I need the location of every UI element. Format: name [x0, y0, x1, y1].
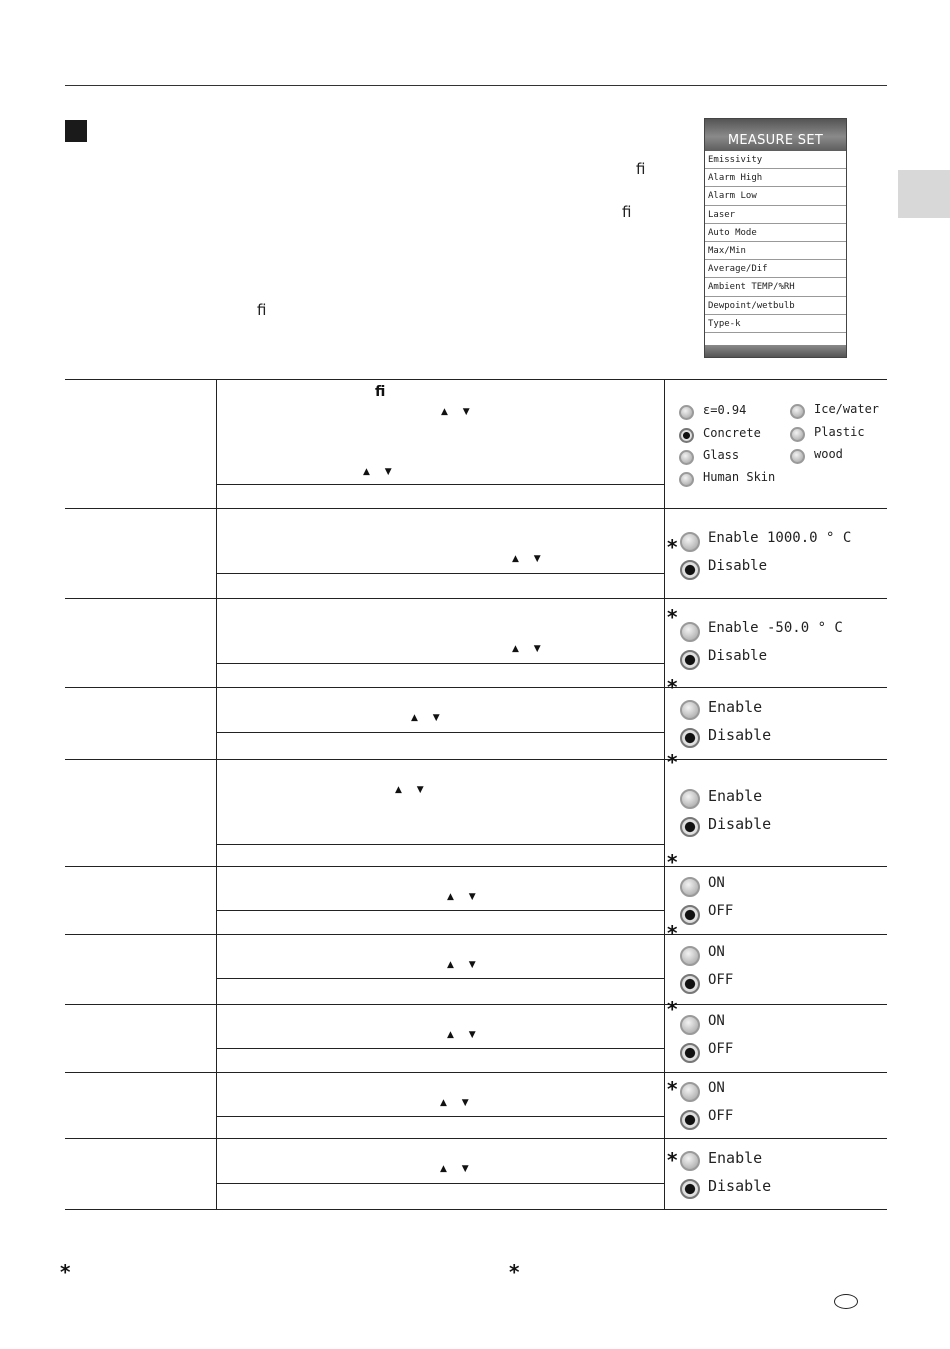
- option-label: Enable: [708, 698, 763, 716]
- radio-unselected-icon[interactable]: [790, 449, 805, 464]
- up-down-arrow-icon: ▲ ▼: [447, 1030, 482, 1040]
- up-down-arrow-icon: ▲ ▼: [512, 554, 547, 564]
- table-row: [65, 1138, 887, 1209]
- ligature-mark: ﬁ: [375, 384, 386, 400]
- radio-unselected-icon[interactable]: [680, 532, 700, 552]
- row-inner-rule: [216, 1116, 664, 1117]
- table-row: [65, 598, 887, 687]
- up-down-arrow-icon: ▲ ▼: [395, 785, 430, 795]
- option-label: ON: [708, 944, 725, 960]
- menu-item-alarm-low: Alarm Low: [705, 187, 846, 205]
- table-bottom-rule: [65, 1209, 887, 1210]
- default-star-mark: *: [667, 1077, 678, 1101]
- option-label: ON: [708, 1013, 725, 1029]
- radio-unselected-icon[interactable]: [680, 622, 700, 642]
- up-down-arrow-icon: ▲ ▼: [447, 960, 482, 970]
- radio-selected-icon[interactable]: [679, 428, 694, 443]
- section-marker: [65, 120, 87, 142]
- option-label: wood: [814, 447, 843, 461]
- settings-table: [65, 379, 887, 1209]
- radio-unselected-icon[interactable]: [679, 405, 694, 420]
- language-badge: [834, 1294, 858, 1309]
- radio-option[interactable]: [790, 425, 888, 449]
- radio-option[interactable]: [680, 815, 886, 839]
- radio-selected-icon[interactable]: [680, 1110, 700, 1130]
- radio-unselected-icon[interactable]: [680, 1151, 700, 1171]
- option-label: OFF: [708, 1108, 734, 1124]
- option-label: OFF: [708, 903, 734, 919]
- radio-selected-icon[interactable]: [680, 905, 700, 925]
- radio-option[interactable]: [680, 1041, 886, 1065]
- option-label: Disable: [708, 815, 772, 833]
- screen-title: MEASURE SET: [705, 119, 846, 151]
- radio-unselected-icon[interactable]: [679, 472, 694, 487]
- measure-set-screen: [704, 118, 847, 358]
- default-star-mark: *: [667, 535, 678, 559]
- menu-item-max-min: Max/Min: [705, 242, 846, 260]
- row-inner-rule: [216, 910, 664, 911]
- radio-option[interactable]: [680, 726, 886, 750]
- option-label: OFF: [708, 1041, 734, 1057]
- option-label: Glass: [703, 448, 740, 462]
- radio-option[interactable]: [680, 972, 886, 996]
- radio-option[interactable]: [679, 470, 783, 494]
- up-down-arrow-icon: ▲ ▼: [411, 713, 446, 723]
- radio-option[interactable]: [790, 402, 888, 426]
- option-label: ON: [708, 875, 725, 891]
- option-label: Enable -50.0 ° C: [708, 620, 843, 636]
- option-label: ON: [708, 1080, 725, 1096]
- row-inner-rule: [216, 1183, 664, 1184]
- radio-unselected-icon[interactable]: [680, 1082, 700, 1102]
- radio-option[interactable]: [679, 448, 783, 472]
- radio-option[interactable]: [680, 1149, 886, 1173]
- default-star-mark: *: [667, 750, 678, 774]
- table-row: [65, 750, 887, 866]
- menu-item-average-dif: Average/Dif: [705, 260, 846, 278]
- ligature-mark: ﬁ: [622, 203, 632, 221]
- radio-option[interactable]: [680, 648, 886, 672]
- default-star-mark: *: [667, 850, 678, 874]
- ligature-mark: ﬁ: [636, 160, 646, 178]
- radio-option[interactable]: [680, 1177, 886, 1201]
- row-inner-rule: [216, 844, 664, 845]
- option-label: Disable: [708, 648, 768, 664]
- menu-item-emissivity: Emissivity: [705, 151, 846, 169]
- radio-option[interactable]: [680, 875, 886, 899]
- row-inner-rule: [216, 484, 664, 485]
- menu-item-auto-mode: Auto Mode: [705, 224, 846, 242]
- radio-selected-icon[interactable]: [680, 728, 700, 748]
- default-star-mark: *: [667, 605, 678, 629]
- radio-option[interactable]: [680, 558, 886, 582]
- radio-unselected-icon[interactable]: [790, 427, 805, 442]
- radio-unselected-icon[interactable]: [790, 404, 805, 419]
- default-star-mark: *: [667, 921, 678, 945]
- menu-item-ambient: Ambient TEMP/%RH: [705, 278, 846, 296]
- radio-selected-icon[interactable]: [680, 560, 700, 580]
- radio-option[interactable]: [680, 698, 886, 722]
- option-label: OFF: [708, 972, 734, 988]
- radio-option[interactable]: [680, 1013, 886, 1037]
- radio-option[interactable]: [790, 447, 888, 471]
- table-row: [65, 379, 887, 508]
- option-label: Enable: [708, 1149, 763, 1167]
- radio-selected-icon[interactable]: [680, 817, 700, 837]
- radio-selected-icon[interactable]: [680, 1179, 700, 1199]
- radio-option[interactable]: [680, 1080, 886, 1104]
- radio-option[interactable]: [679, 403, 783, 427]
- option-label: Disable: [708, 1177, 772, 1195]
- table-row: [65, 1072, 887, 1138]
- up-down-arrow-icon: ▲ ▼: [512, 644, 547, 654]
- table-row: [65, 997, 887, 1072]
- radio-unselected-icon[interactable]: [679, 450, 694, 465]
- language-side-tab: [898, 170, 950, 218]
- radio-selected-icon[interactable]: [680, 974, 700, 994]
- option-label: Enable 1000.0 ° C: [708, 530, 852, 546]
- up-down-arrow-icon: ▲ ▼: [363, 467, 398, 477]
- table-row: [65, 921, 887, 1004]
- radio-option[interactable]: [680, 1108, 886, 1132]
- table-row: [65, 508, 887, 598]
- row-inner-rule: [216, 1048, 664, 1049]
- option-label: Enable: [708, 787, 763, 805]
- row-inner-rule: [216, 978, 664, 979]
- radio-option[interactable]: [680, 787, 886, 811]
- radio-unselected-icon[interactable]: [680, 789, 700, 809]
- header-rule: [65, 85, 887, 86]
- table-row: [65, 850, 887, 934]
- radio-unselected-icon[interactable]: [680, 877, 700, 897]
- radio-option[interactable]: [680, 530, 886, 554]
- ligature-mark: ﬁ: [257, 301, 267, 319]
- radio-option[interactable]: [680, 944, 886, 968]
- radio-unselected-icon[interactable]: [680, 946, 700, 966]
- default-star-mark: *: [667, 675, 678, 699]
- up-down-arrow-icon: ▲ ▼: [441, 407, 476, 417]
- default-star-mark: *: [667, 1148, 678, 1172]
- footnote-star: *: [509, 1260, 520, 1284]
- option-label: Disable: [708, 558, 768, 574]
- row-inner-rule: [216, 573, 664, 574]
- up-down-arrow-icon: ▲ ▼: [440, 1164, 475, 1174]
- up-down-arrow-icon: ▲ ▼: [447, 892, 482, 902]
- table-row: [65, 675, 887, 759]
- radio-unselected-icon[interactable]: [680, 700, 700, 720]
- option-label: Ice/water: [814, 402, 880, 416]
- option-label: Concrete: [703, 426, 761, 440]
- menu-item-type-k: Type-k: [705, 315, 846, 333]
- up-down-arrow-icon: ▲ ▼: [440, 1098, 475, 1108]
- radio-selected-icon[interactable]: [680, 1043, 700, 1063]
- option-label: Plastic: [814, 425, 865, 439]
- menu-item-dewpoint: Dewpoint/wetbulb: [705, 297, 846, 315]
- row-inner-rule: [216, 732, 664, 733]
- radio-option[interactable]: [680, 903, 886, 927]
- default-star-mark: *: [667, 997, 678, 1021]
- radio-unselected-icon[interactable]: [680, 1015, 700, 1035]
- screen-footer-bar: [705, 345, 846, 357]
- row-inner-rule: [216, 663, 664, 664]
- radio-option[interactable]: [680, 620, 886, 644]
- menu-item-alarm-high: Alarm High: [705, 169, 846, 187]
- menu-item-laser: Laser: [705, 206, 846, 224]
- radio-option[interactable]: [679, 426, 783, 450]
- option-label: Human Skin: [703, 470, 776, 484]
- radio-selected-icon[interactable]: [680, 650, 700, 670]
- option-label: ε=0.94: [703, 403, 747, 417]
- footnote-star: *: [60, 1260, 71, 1284]
- option-label: Disable: [708, 726, 772, 744]
